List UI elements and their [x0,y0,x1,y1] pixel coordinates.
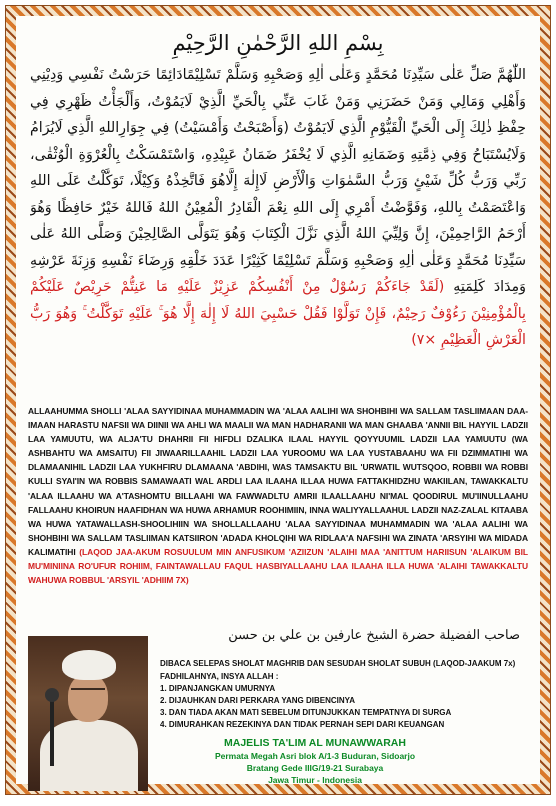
latin-prayer-main: ALLAAHUMMA SHOLLI 'ALAA SAYYIDINAA MUHAMMADIN WA 'ALAA AALIHI WA SHOHBIHI WA SALLAM TASLIIMAAN DAA-IMAAN HARASTU NAFSII WA DIINII WA AHLI WA MAALII WA MAN HADHARANII WA MAN GHAABA 'ANNII BIL HAYYIL LADZII LAA YAMUUTU, WA ALJA'TU DHAHRII FII HIFDLI DZALIKA ILAAL HAYYIL QOYYUUMIL LADZII LAA YAMUUTU (WA ASHBAHTU WA AMSAITU) FII JIWAARILLAAHIL LADZII LAA YUROOMU WA LAA YUSTABAAHU WA FII DZIMMATIHI WA DLAMAANIHIL LADZII LAA YUKHFIRU DLAMAANA 'ABDIHI, WAS TAMSAKTU BIL 'URWATIL WUTSQOO, ROBBII WA ROBBI KULLI SYAI'IN WA ROBBIS SAMAWAATI WAL ARDLI LAA ILAAHA ILLAA HUWA FATTAKHIDZHU WAKIILAN, TAWAKKALTU 'ALAA ILLAAHU WA A'TASHOMTU BILLAAHI WA FAWWADLTU AMRII ILAALLAAHU NI'MAL QOODIRUL MU'IINULLAAHU FALLAAHU KHOIRUN HAAFIDHAN WA HUWA ARHAMUR ROOHIMIIN, INNA WALIYYALLAAHUL LADZII NAZ-ZALAL KITAABA WA HUWA YATAWALLASH-SHOOLIHIIN WA SHOLLALLAAHU 'ALAA SAYYIDINAA MUHAMMADIN WA 'ALAA AALIHI WA SHOHBIHI WA SALLAM TASLIIMAN KATSIIRON 'ADADA KHOLQIHI WA RIDLAA'A NAFSIHI WA ZINATA 'ARSYIHI WA MIDADA KALIMATIHI [28,406,528,557]
sheikh-name: صاحب الفضيلة حضرة الشيخ عارفين بن علي بن حسن [228,628,520,643]
reading-instructions: DIBACA SELEPAS SHOLAT MAGHRIB DAN SESUDAH SHOLAT SUBUH (LAQOD-JAAKUM 7x) [160,659,516,668]
ornamental-border [6,6,550,794]
organization-address-2: Bratang Gede IIIG/19-21 Surabaya [246,763,384,773]
virtue-item: 1. DIPANJANGKAN UMURNYA [160,684,276,693]
virtue-item: 2. DIJAUHKAN DARI PERKARA YANG DIBENCINYA [160,696,355,705]
virtues-info [160,658,526,731]
organization-address-1: Permata Megah Asri blok A/1-3 Buduran, Sidoarjo [214,751,416,761]
organization-name: MAJELIS TA'LIM AL MUNAWWARAH [224,737,406,749]
arabic-prayer-main: اللّٰهُمَّ صَلِّ عَلٰى سَيِّدِنَا مُحَمَّدٍ وَعَلٰى اٰلِهِ وَصَحْبِهِ وَسَلَّمْ تَسْلِيْمًادَائِمًا حَرَسْتُ نَفْسِي وَدِيْنِي وَأَهْلِي وَمَالِي وَمَنْ حَضَرَنِي وَمَنْ غَابَ عَنِّي بِالْحَيِّ الَّذِيْ لَايَمُوْتُ، وَأَلْجَأْتُ ظَهْرِي فِي حِفْظِ ذٰلِكَ إِلَى الْحَيِّ الْقَيُّوْمِ الَّذِي لَايَمُوْتُ (وَأَصْبَحْتُ وَأَمْسَيْتُ) فِي جِوَارِاللهِ الَّذِي لَايُرَامُ وَلَايُسْتَبَاحُ وَفِي ذِمَّتِهِ وَضَمَانِهِ الَّذِي لَا يُخْفَرُ ضَمَانُ عَبِيْدِهِ، وَاسْتَمْسَكْتُ بِالْعُرْوَةِ الْوُثْقٰى، رَبِّي وَرَبُّ كُلِّ شَيْئٍ وَرَبُّ السَّمٰوَاتِ وَالْأَرْضِ لَاإِلٰهَ إِلَّاهُوَ فَاتَّخِذْهُ وَكِيْلًا، تَوَكَّلْتُ عَلَى اللهِ وَاعْتَصَمْتُ بِاللهِ، وَفَوَّضْتُ أَمْرِي إِلَى اللهِ نِعْمَ الْقَادِرُ الْمُعِيْنُ اللهُ فَاللهُ خَيْرٌ حَافِظًا وَهُوَ أَرْحَمُ الرَّاحِمِيْنَ، إِنَّ وَلِيِّيَ اللهُ الَّذِي نَزَّلَ الْكِتَابَ وَهُوَ يَتَوَلَّى الصَّالِحِيْنَ وَصَلَّى اللهُ عَلٰى سَيِّدِنَا مُحَمَّدٍ وَعَلٰى اٰلِهِ وَصَحْبِهِ وَسَلَّمَ تَسْلِيْمًا كَثِيْرًا عَدَدَ خَلْقِهِ وَرِضَاءَ نَفْسِهِ وَزِنَةَ عَرْشِهِ وَمِدَادَ كَلِمَتِهِ [30,67,526,295]
footer-section [26,618,530,806]
organization-address-3: Jawa Timur - Indonesia [268,775,362,785]
organization-block [160,736,470,786]
robe-shape [40,720,138,791]
virtue-item: 3. DAN TIADA AKAN MATI SEBELUM DITUNJUKKAN TEMPATNYA DI SURGA [160,708,452,717]
turban-shape [62,650,116,680]
microphone-icon [45,688,59,702]
arabic-prayer-text [30,62,526,398]
face-shape [68,674,108,722]
latin-verse-red: (LAQOD JAA-AKUM ROSUULUM MIN ANFUSIKUM 'AZIIZUN 'ALAIHI MAA 'ANITTUM HARIISUN 'ALAIKUM BIL MU'MINIINA RO'UFUR ROHIIM, FAINTAWALLAU FAQUL HASBIYALLAAHU LAA ILAAHA ILLA HUWA 'ALAIHI TAWAKKALTU WAHUWA ROBBUL 'ARSYIL 'ADHIIM 7X) [28,546,528,586]
microphone-stand-icon [50,696,54,766]
document-body [26,24,530,785]
basmala-heading: بِسْمِ اللهِ الرَّحْمٰنِ الرَّحِيْمِ [172,31,384,55]
latin-transliteration [28,404,528,626]
virtue-item: 4. DIMURAHKAN REZEKINYA DAN TIDAK PERNAH SEPI DARI KEUANGAN [160,720,445,729]
sheikh-photo [28,636,148,791]
virtues-heading: FADHILAHNYA, INSYA ALLAH : [160,672,279,681]
arabic-verse-red: (لَقَدْ جَاءَكُمْ رَسُوْلٌ مِنْ أَنْفُسِكُمْ عَزِيْزٌ عَلَيْهِ مَا عَنِتُّمْ حَرِيْصٌ عَلَيْكُمْ بِالْمُؤْمِنِيْنَ رَءُوْفٌ رَحِيْمٌ، فَإِنْ تَوَلَّوْا فَقُلْ حَسْبِيَ اللهُ لَا إِلٰهَ إِلَّا هُوَ ۚ عَلَيْهِ تَوَكَّلْتُ ۚ وَهُوَ رَبُّ الْعَرْشِ الْعَظِيْمِ ×٧) [30,279,526,348]
glasses-shape [71,688,105,698]
